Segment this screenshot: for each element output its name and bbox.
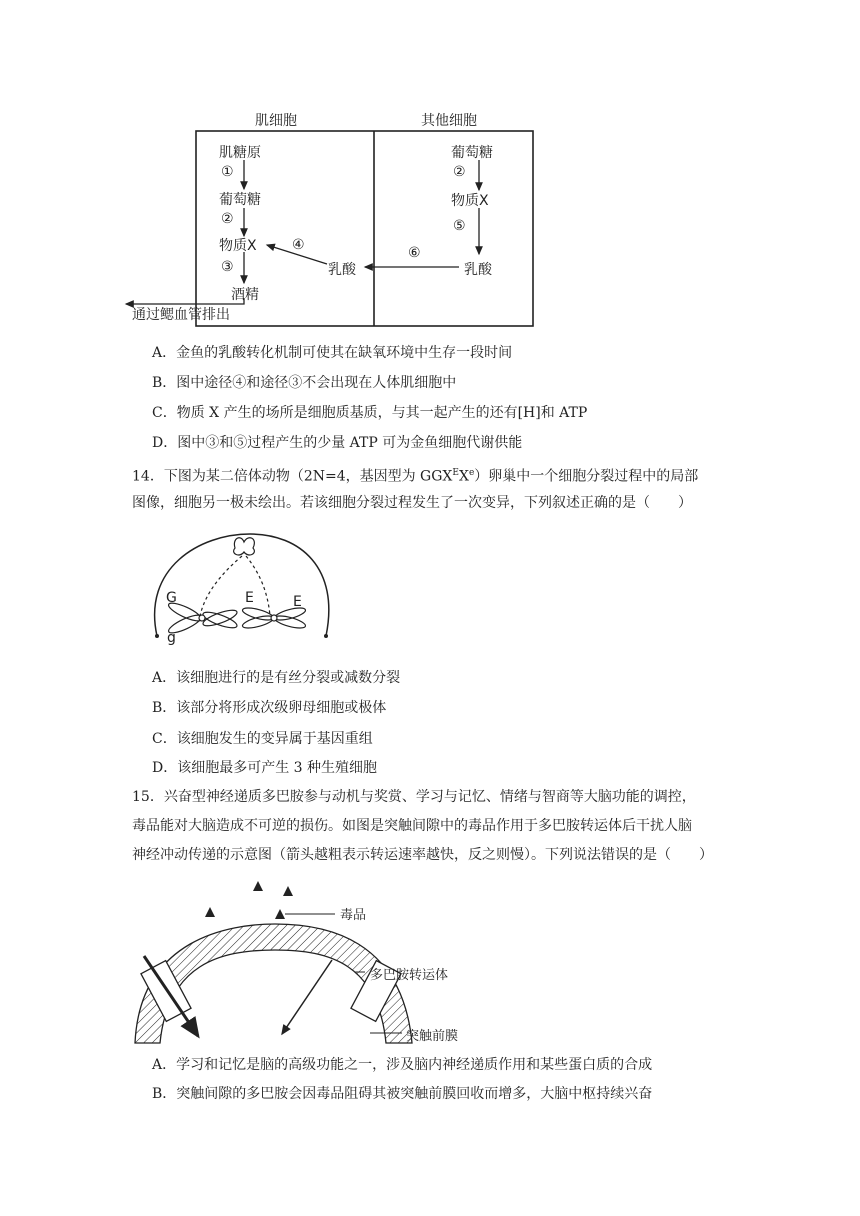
alcohol-label: 酒精 [231, 287, 259, 303]
transporter-label: 多巴胺转运体 [370, 968, 449, 983]
q15-stem-line2: 毒品能对大脑造成不可逆的损伤。如图是突触间隙中的毒品作用于多巴胺转运体后干扰人脑 [132, 818, 692, 834]
drug-label: 毒品 [340, 908, 367, 923]
q15-option-b: B．突触间隙的多巴胺会因毒品阻碍其被突触前膜回收而增多，大脑中枢持续兴奋 [152, 1086, 653, 1102]
step4-label: ④ [292, 237, 305, 253]
q14-option-c: C．该细胞发生的变异属于基因重组 [152, 731, 373, 747]
muscle-cell-header: 肌细胞 [255, 113, 297, 129]
gene-label-g: g [167, 630, 176, 646]
step6-label: ⑥ [408, 245, 421, 261]
synapse-drawing [130, 878, 530, 1046]
q13-option-b: B．图中途径④和途径③不会出现在人体肌细胞中 [152, 375, 457, 391]
q13-option-d: D．图中③和⑤过程产生的少量 ATP 可为金鱼细胞代谢供能 [152, 435, 523, 451]
substance-x-right-label: 物质X [451, 193, 489, 209]
presynaptic-membrane-label: 突触前膜 [406, 1029, 459, 1044]
q14-stem-line1: 14．下图为某二倍体动物（2N=4，基因型为 $GGX^EXe$）卵巢中一个细胞分裂过程中的局部 [132, 468, 699, 485]
other-cell-header: 其他细胞 [421, 113, 477, 129]
step1-label: ① [221, 164, 234, 180]
figure-metabolism [124, 104, 544, 329]
gene-label-E2: E [293, 594, 302, 610]
q13-option-a: A．金鱼的乳酸转化机制可使其在缺氧环境中生存一段时间 [152, 345, 513, 361]
glycogen-label: 肌糖原 [219, 145, 261, 161]
q14-stem-line2: 图像，细胞另一极未绘出。若该细胞分裂过程发生了一次变异，下列叙述正确的是（ ） [132, 495, 692, 511]
lactate-right-label: 乳酸 [464, 262, 492, 278]
q15-stem-line3: 神经冲动传递的示意图（箭头越粗表示转运速率越快，反之则慢）。下列说法错误的是（ ） [132, 847, 713, 863]
q14-option-d: D．该细胞最多可产生 3 种生殖细胞 [152, 760, 378, 776]
substance-x-left-label: 物质X [219, 238, 257, 254]
q15-option-a: A．学习和记忆是脑的高级功能之一，涉及脑内神经递质作用和某些蛋白质的合成 [152, 1057, 653, 1073]
gene-label-E1: E [245, 590, 254, 606]
q14-option-b: B．该部分将形成次级卵母细胞或极体 [152, 700, 387, 716]
step2-right-label: ② [453, 164, 466, 180]
gene-label-G: G [166, 590, 177, 606]
step2-left-label: ② [221, 211, 234, 227]
figure-cell-division [140, 528, 340, 653]
lactate-middle-label: 乳酸 [328, 262, 356, 278]
excretion-label: 通过鳃血管排出 [132, 307, 230, 323]
glucose-left-label: 葡萄糖 [219, 192, 261, 208]
q15-stem-line1: 15．兴奋型神经递质多巴胺参与动机与奖赏、学习与记忆、情绪与智商等大脑功能的调控， [132, 789, 696, 805]
figure-metabolism-lines [124, 104, 544, 329]
q13-option-c: C．物质 X 产生的场所是细胞质基质，与其一起产生的还有[H]和 ATP [152, 405, 588, 421]
step5-label: ⑤ [453, 218, 466, 234]
glucose-right-label: 葡萄糖 [451, 145, 493, 161]
figure-synapse [130, 878, 530, 1046]
q14-option-a: A．该细胞进行的是有丝分裂或减数分裂 [152, 670, 401, 686]
step3-label: ③ [221, 259, 234, 275]
